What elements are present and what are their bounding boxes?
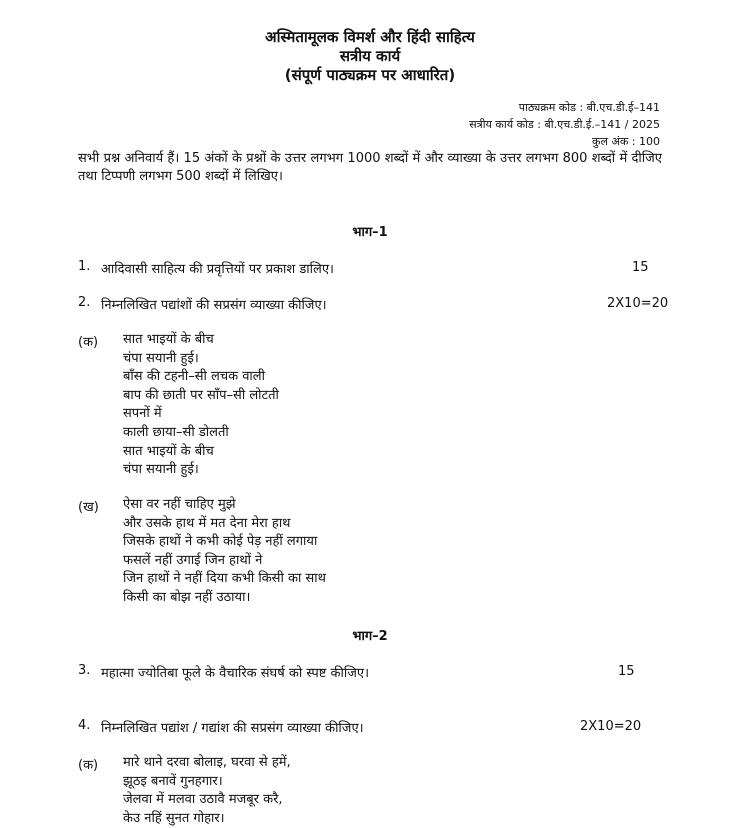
q2-ka-verse — [123, 331, 279, 480]
q4-number: 4. — [78, 718, 91, 733]
course-code: पाठ्यक्रम कोड : बी.एच.डी.ई–141 — [518, 101, 660, 114]
assignment-code: सत्रीय कार्य कोड : बी.एच.डी.ई.–141 / 2025 — [469, 118, 660, 131]
verse-line: सपनों में — [123, 406, 162, 422]
q1-marks: 15 — [632, 260, 649, 275]
instructions: सभी प्रश्न अनिवार्य हैं। 15 अंकों के प्रश्नों के उत्तर लगभग 1000 शब्दों में और व्याख्या के उत्तर लगभग 800 शब्दों में दीजिए तथा टिप्पणी लगभग 500 शब्दों में लिखिए। — [78, 151, 662, 184]
q4-text: निम्नलिखित पद्यांश / गद्यांश की सप्रसंग व्याख्या कीजिए। — [101, 721, 364, 736]
verse-line: झूठइ बनावें गुनहगार। — [123, 773, 223, 789]
verse-line: मारे थाने दरवा बोलाइ, घरवा से हमें, — [123, 755, 291, 770]
verse-line: जिसके हाथों ने कभी कोई पेड़ नहीं लगाया — [123, 534, 318, 550]
verse-line: सात भाइयों के बीच — [123, 443, 214, 459]
part1-heading: भाग–1 — [352, 225, 388, 240]
verse-line: जिन हाथों ने नहीं दिया कभी किसी का साथ — [123, 571, 326, 587]
q2-marks: 2X10=20 — [607, 296, 669, 311]
verse-line: बाप की छाती पर साँप–सी लोटती — [123, 387, 279, 403]
document-note: (संपूर्ण पाठ्यक्रम पर आधारित) — [284, 66, 456, 84]
part2-heading: भाग–2 — [352, 629, 388, 644]
q3-marks: 15 — [618, 664, 635, 679]
verse-line: केउ नहिं सुनत गोहार। — [123, 810, 225, 826]
q2-number: 2. — [78, 295, 91, 310]
q2-kha-verse — [123, 496, 326, 608]
verse-line: बाँस की टहनी–सी लचक वाली — [123, 369, 265, 385]
verse-line: सात भाइयों के बीच — [123, 332, 214, 347]
total-marks: कुल अंक : 100 — [592, 135, 660, 148]
verse-line: फसलें नहीं उगाई जिन हाथों ने — [123, 552, 263, 568]
q2-kha-label: (ख) — [78, 500, 99, 515]
verse-line: किसी का बोझ नहीं उठाया। — [123, 589, 251, 605]
q1-number: 1. — [78, 259, 91, 274]
q4-ka-label: (क) — [78, 758, 99, 773]
verse-line: और उसके हाथ में मत देना मेरा हाथ — [123, 515, 291, 531]
q4-ka-verse — [123, 754, 291, 828]
verse-line: जेलवा में मलवा उठावै मजबूर करै, — [123, 792, 283, 808]
q4-marks: 2X10=20 — [580, 719, 642, 734]
document-subtitle: सत्रीय कार्य — [339, 47, 401, 65]
q1-text: आदिवासी साहित्य की प्रवृत्तियों पर प्रकाश डालिए। — [101, 262, 334, 277]
verse-line: चंपा सयानी हुई। — [123, 462, 199, 478]
q2-ka-label: (क) — [78, 335, 99, 350]
verse-line: ऐसा वर नहीं चाहिए मुझे — [123, 497, 236, 512]
document-title: अस्मितामूलक विमर्श और हिंदी साहित्य — [265, 28, 475, 46]
q2-text: निम्नलिखित पद्यांशों की सप्रसंग व्याख्या कीजिए। — [101, 298, 327, 313]
q3-text: महात्मा ज्योतिबा फूले के वैचारिक संघर्ष को स्पष्ट कीजिए। — [101, 666, 369, 681]
q3-number: 3. — [78, 663, 91, 678]
verse-line: चंपा सयानी हुई। — [123, 350, 199, 366]
verse-line: काली छाया–सी डोलती — [123, 424, 229, 440]
